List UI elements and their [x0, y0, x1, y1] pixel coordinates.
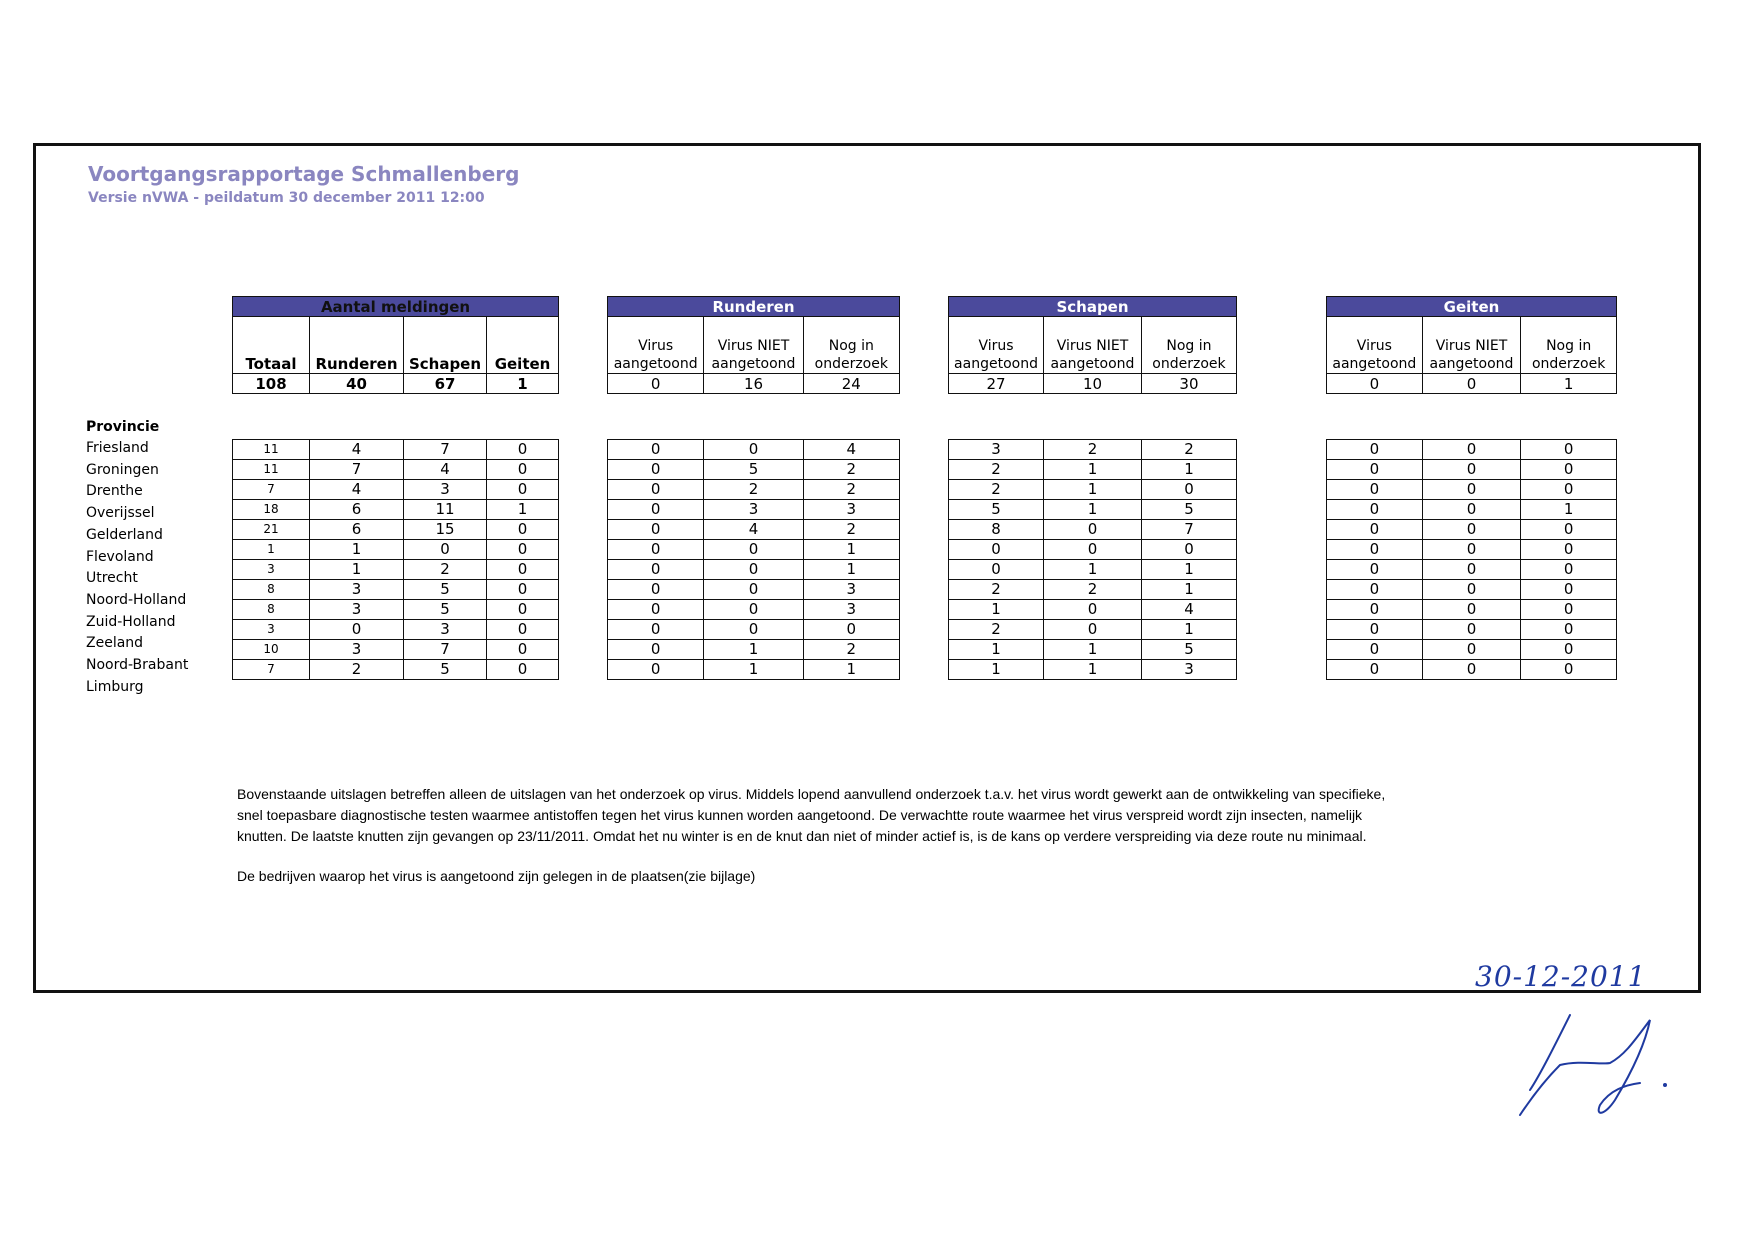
- data-cell: 0: [1422, 620, 1521, 640]
- data-cell: 0: [608, 540, 704, 560]
- total-cell: 27: [949, 374, 1044, 394]
- data-cell: 0: [608, 560, 704, 580]
- data-cell: 2: [803, 460, 899, 480]
- data-cell: 8: [233, 600, 310, 620]
- data-cell: 3: [310, 640, 404, 660]
- runderen-header: Runderen: [608, 297, 900, 317]
- table-row: [233, 460, 559, 480]
- data-cell: 1: [949, 600, 1044, 620]
- data-cell: 0: [487, 520, 559, 540]
- provincie-name: Friesland: [86, 440, 149, 456]
- data-cell: 4: [1141, 600, 1236, 620]
- table-row: [233, 540, 559, 560]
- table-row: [949, 440, 1237, 460]
- data-cell: 1: [1044, 640, 1142, 660]
- data-cell: 5: [949, 500, 1044, 520]
- total-cell: 0: [1422, 374, 1521, 394]
- table-row: [949, 560, 1237, 580]
- data-cell: 0: [1327, 600, 1423, 620]
- table-row: [949, 520, 1237, 540]
- data-cell: 0: [949, 540, 1044, 560]
- data-cell: 0: [704, 620, 803, 640]
- data-cell: 0: [1327, 560, 1423, 580]
- column-header-line: Virus NIET: [717, 338, 790, 354]
- data-cell: 0: [1422, 640, 1521, 660]
- column-header-line: aangetoond: [613, 356, 698, 372]
- table-row: [233, 520, 559, 540]
- table-row: [1327, 620, 1617, 640]
- data-cell: 0: [1521, 520, 1617, 540]
- data-cell: 4: [803, 440, 899, 460]
- data-cell: 2: [949, 580, 1044, 600]
- column-header-line: onderzoek: [1531, 356, 1606, 372]
- data-cell: 4: [704, 520, 803, 540]
- table-row: [233, 640, 559, 660]
- column-header-line: Virus NIET: [1435, 338, 1508, 354]
- data-cell: 0: [1327, 580, 1423, 600]
- data-cell: 1: [487, 500, 559, 520]
- data-cell: 0: [1422, 580, 1521, 600]
- provincie-name: Utrecht: [86, 570, 138, 587]
- provincie-name: Overijssel: [86, 505, 155, 522]
- table-row: [949, 540, 1237, 560]
- table-row: [949, 580, 1237, 600]
- data-cell: 21: [233, 520, 310, 540]
- data-cell: 6: [310, 520, 404, 540]
- data-cell: 11: [404, 500, 487, 520]
- column-header-line: aangetoond: [1429, 356, 1514, 372]
- explanation-paragraph: [237, 784, 1527, 847]
- data-cell: 5: [704, 460, 803, 480]
- data-cell: 0: [608, 520, 704, 540]
- data-cell: 2: [404, 560, 487, 580]
- total-cell: 0: [608, 374, 704, 394]
- data-cell: 1: [803, 660, 899, 680]
- data-cell: 1: [310, 560, 404, 580]
- column-header-line: onderzoek: [1152, 356, 1226, 372]
- table-row: [233, 660, 559, 680]
- column-header: Runderen: [310, 317, 404, 374]
- paragraph-line: knutten. De laatste knutten zijn gevangen op 23/11/2011. Omdat het nu winter is en de knut dan niet of minder actief is, is de kans op verdere verspreiding via deze route nu minimaal.: [237, 828, 1367, 844]
- data-cell: 8: [949, 520, 1044, 540]
- data-cell: 0: [487, 460, 559, 480]
- table-row: [233, 620, 559, 640]
- data-cell: 0: [1422, 460, 1521, 480]
- meldingen-summary-table: [232, 296, 559, 394]
- data-cell: 2: [1044, 440, 1142, 460]
- paragraph-line: snel toepasbare diagnostische testen waarmee antistoffen tegen het virus kunnen worden aangetoond. De verwachtte route waarmee het virus verspreid wordt zijn insecten, namelijk: [237, 807, 1363, 823]
- signature: [1500, 1005, 1680, 1125]
- column-header: [803, 317, 899, 374]
- total-cell: 24: [803, 374, 899, 394]
- data-cell: 0: [487, 620, 559, 640]
- column-header: [1422, 317, 1521, 374]
- data-cell: 2: [704, 480, 803, 500]
- total-cell: 16: [704, 374, 803, 394]
- data-cell: 0: [608, 480, 704, 500]
- table-row: [608, 540, 900, 560]
- meldingen-data-table: [232, 439, 559, 680]
- data-cell: 1: [1141, 560, 1236, 580]
- data-cell: 2: [1044, 580, 1142, 600]
- column-header: [1044, 317, 1142, 374]
- column-header-line: Virus: [638, 338, 674, 354]
- data-cell: 4: [404, 460, 487, 480]
- table-row: [1327, 520, 1617, 540]
- data-cell: 1: [1044, 480, 1142, 500]
- runderen-summary-table: [607, 296, 900, 394]
- table-row: [608, 460, 900, 480]
- report-subtitle: Versie nVWA - peildatum 30 december 2011 12:00: [88, 190, 485, 206]
- data-cell: 1: [310, 540, 404, 560]
- provincie-name: Limburg: [86, 678, 144, 695]
- data-cell: 0: [1521, 580, 1617, 600]
- total-cell: 1: [1521, 374, 1617, 394]
- data-cell: 4: [310, 480, 404, 500]
- data-cell: 1: [233, 540, 310, 560]
- data-cell: 0: [487, 580, 559, 600]
- data-cell: 1: [1141, 580, 1236, 600]
- data-cell: 4: [310, 440, 404, 460]
- data-cell: 0: [1327, 440, 1423, 460]
- data-cell: 3: [704, 500, 803, 520]
- table-row: [233, 480, 559, 500]
- data-cell: 0: [1521, 620, 1617, 640]
- data-cell: 11: [233, 460, 310, 480]
- total-cell: 0: [1327, 374, 1423, 394]
- column-header-line: aangetoond: [954, 356, 1038, 372]
- data-cell: 7: [310, 460, 404, 480]
- data-cell: 6: [310, 500, 404, 520]
- table-row: [1327, 440, 1617, 460]
- total-cell: 10: [1044, 374, 1142, 394]
- column-header-line: aangetoond: [711, 356, 796, 372]
- data-cell: 18: [233, 500, 310, 520]
- data-cell: 0: [704, 600, 803, 620]
- column-header-line: aangetoond: [1332, 356, 1417, 372]
- column-header: [608, 317, 704, 374]
- data-cell: 0: [1044, 620, 1142, 640]
- geiten-data-table: [1326, 439, 1617, 680]
- column-header-line: aangetoond: [1050, 356, 1135, 372]
- provincie-name: Noord-Brabant: [86, 657, 189, 673]
- paragraph-line: Bovenstaande uitslagen betreffen alleen de uitslagen van het onderzoek op virus. Middels lopend aanvullend onderzoek t.a.v. het virus wordt gewerkt aan de ontwikkeling van specifieke,: [237, 786, 1386, 802]
- column-header-line: Nog in: [828, 338, 874, 354]
- data-cell: 0: [1422, 440, 1521, 460]
- geiten-summary-table: [1326, 296, 1617, 394]
- provincie-name: Flevoland: [86, 548, 154, 565]
- table-row: [608, 660, 900, 680]
- data-cell: 0: [949, 560, 1044, 580]
- data-cell: 5: [404, 580, 487, 600]
- handwritten-date: 30-12-2011: [1475, 960, 1647, 993]
- data-cell: 0: [608, 440, 704, 460]
- data-cell: 0: [1141, 540, 1236, 560]
- data-cell: 3: [803, 580, 899, 600]
- data-cell: 7: [233, 660, 310, 680]
- data-cell: 3: [803, 500, 899, 520]
- data-cell: 3: [404, 620, 487, 640]
- data-cell: 0: [704, 440, 803, 460]
- data-cell: 3: [233, 620, 310, 640]
- provincie-label: Provincie: [86, 419, 160, 435]
- table-row: [1327, 560, 1617, 580]
- table-row: [233, 600, 559, 620]
- data-cell: 0: [1521, 600, 1617, 620]
- data-cell: 1: [1044, 560, 1142, 580]
- data-cell: 10: [233, 640, 310, 660]
- data-cell: 0: [1044, 520, 1142, 540]
- data-cell: 0: [1327, 640, 1423, 660]
- column-header: Geiten: [487, 317, 559, 374]
- data-cell: 1: [1044, 460, 1142, 480]
- schapen-data-table: [948, 439, 1237, 680]
- data-cell: 0: [608, 660, 704, 680]
- data-cell: 0: [1521, 480, 1617, 500]
- table-row: [608, 520, 900, 540]
- report-title: Voortgangsrapportage Schmallenberg: [88, 162, 520, 186]
- data-cell: 0: [1327, 460, 1423, 480]
- data-cell: 11: [233, 440, 310, 460]
- table-row: [608, 560, 900, 580]
- data-cell: 3: [233, 560, 310, 580]
- data-cell: 1: [704, 640, 803, 660]
- geiten-header: Geiten: [1327, 297, 1617, 317]
- data-cell: 0: [1327, 500, 1423, 520]
- data-cell: 0: [704, 540, 803, 560]
- data-cell: 0: [1141, 480, 1236, 500]
- data-cell: 0: [487, 480, 559, 500]
- schapen-header: Schapen: [949, 297, 1237, 317]
- table-row: [608, 640, 900, 660]
- data-cell: 8: [233, 580, 310, 600]
- data-cell: 1: [1141, 620, 1236, 640]
- data-cell: 0: [1422, 520, 1521, 540]
- data-cell: 0: [487, 560, 559, 580]
- data-cell: 0: [487, 640, 559, 660]
- data-cell: 0: [1327, 480, 1423, 500]
- data-cell: 0: [608, 460, 704, 480]
- runderen-data-table: [607, 439, 900, 680]
- data-cell: 2: [803, 640, 899, 660]
- table-row: [949, 600, 1237, 620]
- data-cell: 0: [310, 620, 404, 640]
- data-cell: 3: [803, 600, 899, 620]
- total-cell: 108: [233, 374, 310, 394]
- column-header-line: Virus: [978, 338, 1014, 354]
- data-cell: 1: [1141, 460, 1236, 480]
- table-row: [233, 440, 559, 460]
- total-cell: 40: [310, 374, 404, 394]
- meldingen-header: Aantal meldingen: [233, 297, 559, 317]
- data-cell: 0: [404, 540, 487, 560]
- table-row: [949, 480, 1237, 500]
- data-cell: 0: [487, 540, 559, 560]
- table-row: [949, 500, 1237, 520]
- data-cell: 0: [608, 500, 704, 520]
- column-header: Schapen: [404, 317, 487, 374]
- data-cell: 0: [1521, 560, 1617, 580]
- table-row: [949, 640, 1237, 660]
- data-cell: 5: [1141, 500, 1236, 520]
- table-row: [949, 620, 1237, 640]
- column-header-line: Nog in: [1166, 338, 1212, 354]
- column-header: [1327, 317, 1423, 374]
- data-cell: 2: [949, 480, 1044, 500]
- data-cell: 1: [1044, 500, 1142, 520]
- column-header-line: onderzoek: [814, 356, 888, 372]
- data-cell: 0: [608, 640, 704, 660]
- data-cell: 0: [1044, 540, 1142, 560]
- data-cell: 0: [1422, 560, 1521, 580]
- table-row: [949, 660, 1237, 680]
- data-cell: 0: [1422, 540, 1521, 560]
- total-cell: 67: [404, 374, 487, 394]
- data-cell: 3: [310, 600, 404, 620]
- table-row: [233, 580, 559, 600]
- schapen-summary-table: [948, 296, 1237, 394]
- data-cell: 0: [803, 620, 899, 640]
- column-header: [1141, 317, 1236, 374]
- data-cell: 0: [1422, 600, 1521, 620]
- provincie-name: Drenthe: [86, 483, 143, 500]
- data-cell: 1: [803, 560, 899, 580]
- data-cell: 3: [1141, 660, 1236, 680]
- data-cell: 1: [949, 640, 1044, 660]
- table-row: [608, 620, 900, 640]
- data-cell: 0: [1422, 500, 1521, 520]
- data-cell: 15: [404, 520, 487, 540]
- data-cell: 1: [949, 660, 1044, 680]
- data-cell: 0: [1422, 480, 1521, 500]
- table-row: [233, 560, 559, 580]
- data-cell: 0: [704, 560, 803, 580]
- data-cell: 5: [404, 660, 487, 680]
- data-cell: 0: [1521, 540, 1617, 560]
- table-row: [1327, 580, 1617, 600]
- column-header-line: Virus NIET: [1056, 338, 1129, 354]
- data-cell: 2: [803, 480, 899, 500]
- total-cell: 30: [1141, 374, 1236, 394]
- table-row: [949, 460, 1237, 480]
- table-row: [608, 440, 900, 460]
- table-row: [1327, 500, 1617, 520]
- data-cell: 5: [1141, 640, 1236, 660]
- data-cell: 1: [1521, 500, 1617, 520]
- data-cell: 0: [487, 660, 559, 680]
- table-row: [1327, 600, 1617, 620]
- table-row: [1327, 640, 1617, 660]
- column-header-line: Virus: [1356, 338, 1392, 354]
- data-cell: 0: [487, 600, 559, 620]
- data-cell: 5: [404, 600, 487, 620]
- table-row: [1327, 460, 1617, 480]
- table-row: [1327, 540, 1617, 560]
- data-cell: 3: [310, 580, 404, 600]
- data-cell: 3: [404, 480, 487, 500]
- data-cell: 2: [949, 460, 1044, 480]
- data-cell: 0: [1327, 660, 1423, 680]
- data-cell: 0: [704, 580, 803, 600]
- total-cell: 1: [487, 374, 559, 394]
- data-cell: 0: [1422, 660, 1521, 680]
- column-header: Totaal: [233, 317, 310, 374]
- data-cell: 7: [1141, 520, 1236, 540]
- table-row: [1327, 480, 1617, 500]
- data-cell: 7: [404, 640, 487, 660]
- provincie-name: Zuid-Holland: [86, 613, 176, 630]
- data-cell: 0: [1327, 540, 1423, 560]
- data-cell: 0: [1521, 460, 1617, 480]
- table-row: [1327, 660, 1617, 680]
- data-cell: 3: [949, 440, 1044, 460]
- table-row: [608, 600, 900, 620]
- provincie-name: Noord-Holland: [86, 591, 187, 608]
- column-header: [949, 317, 1044, 374]
- data-cell: 2: [803, 520, 899, 540]
- data-cell: 7: [233, 480, 310, 500]
- data-cell: 1: [704, 660, 803, 680]
- data-cell: 7: [404, 440, 487, 460]
- data-cell: 2: [1141, 440, 1236, 460]
- data-cell: 0: [608, 620, 704, 640]
- data-cell: 0: [608, 600, 704, 620]
- table-row: [608, 580, 900, 600]
- data-cell: 0: [1521, 640, 1617, 660]
- column-header: [1521, 317, 1617, 374]
- provincie-name: Groningen: [86, 461, 159, 478]
- data-cell: 0: [487, 440, 559, 460]
- column-header-line: Nog in: [1546, 338, 1592, 354]
- provincie-name: Gelderland: [86, 526, 163, 543]
- data-cell: 0: [1327, 620, 1423, 640]
- data-cell: 2: [310, 660, 404, 680]
- data-cell: 1: [1044, 660, 1142, 680]
- data-cell: 0: [1521, 660, 1617, 680]
- data-cell: 1: [803, 540, 899, 560]
- data-cell: 0: [1327, 520, 1423, 540]
- table-row: [608, 500, 900, 520]
- provincie-name: Zeeland: [86, 635, 144, 652]
- table-row: [608, 480, 900, 500]
- data-cell: 0: [608, 580, 704, 600]
- column-header: [704, 317, 803, 374]
- data-cell: 0: [1521, 440, 1617, 460]
- bijlage-note: De bedrijven waarop het virus is aangetoond zijn gelegen in de plaatsen(zie bijlage): [237, 868, 756, 884]
- data-cell: 0: [1044, 600, 1142, 620]
- data-cell: 2: [949, 620, 1044, 640]
- table-row: [233, 500, 559, 520]
